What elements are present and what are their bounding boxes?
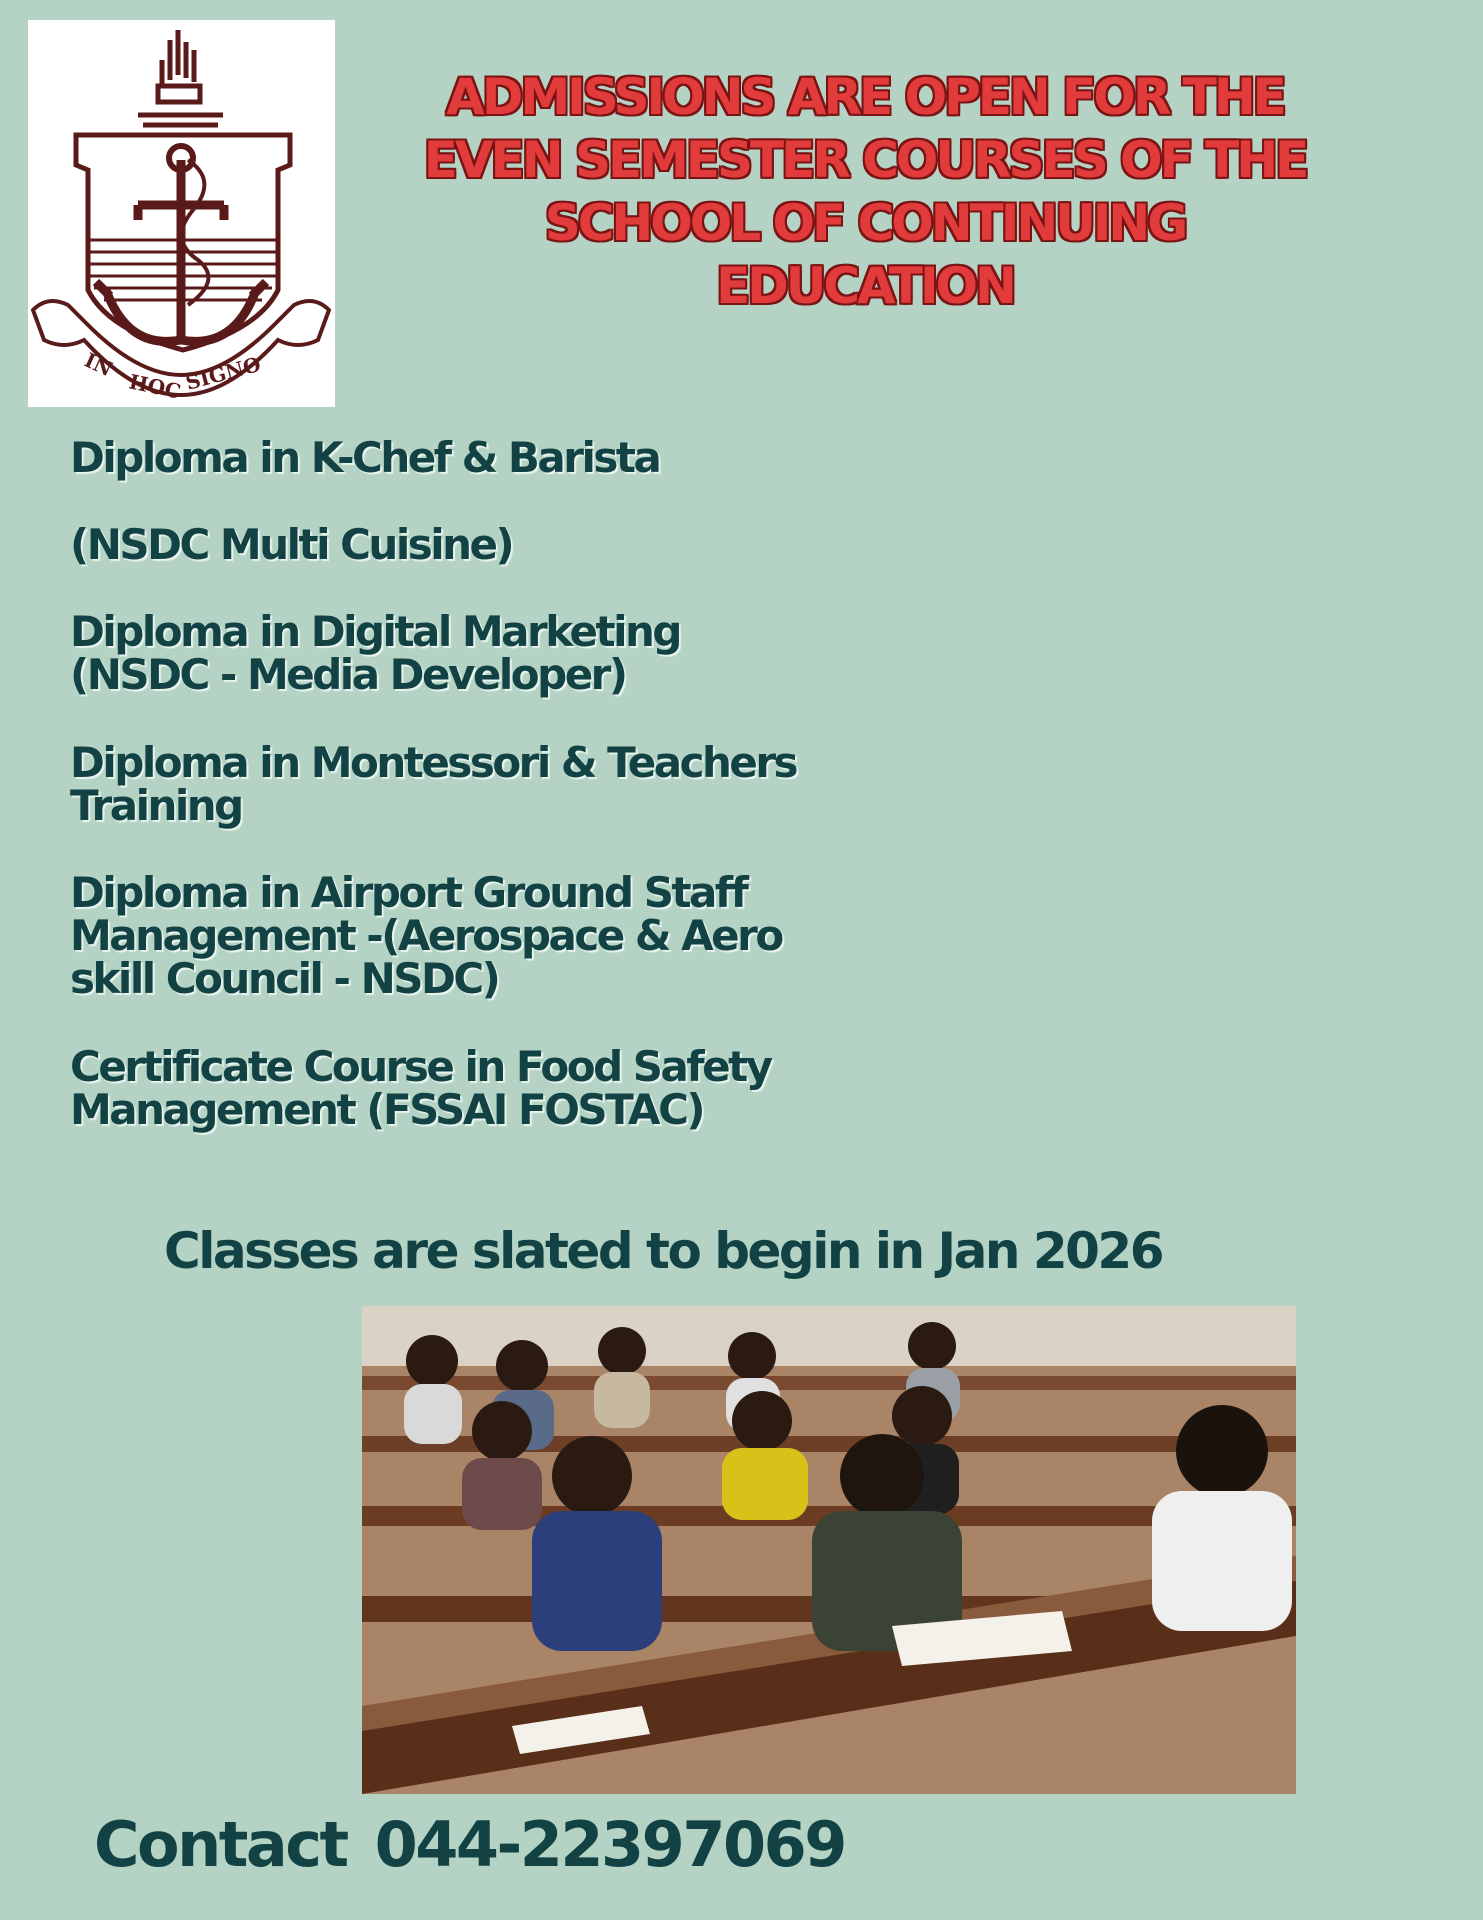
admissions-headline	[400, 66, 1330, 318]
course-line: Certificate Course in Food Safety	[70, 1042, 771, 1091]
course-line: Diploma in Digital Marketing	[70, 607, 680, 656]
course-line: Management -(Aerospace & Aero	[70, 911, 782, 960]
course-item	[70, 738, 797, 830]
motto-word-3: SIGNO	[183, 351, 264, 395]
course-line: Diploma in Airport Ground Staff	[70, 868, 747, 917]
course-line: skill Council - NSDC)	[70, 954, 499, 1003]
motto-word-1: IN	[80, 347, 117, 382]
course-item	[70, 433, 660, 482]
classes-begin-notice: Classes are slated to begin in Jan 2026	[164, 1222, 1162, 1280]
contact-phone-number[interactable]: 044-22397069	[374, 1808, 845, 1881]
headline-line: EDUCATION	[716, 257, 1014, 315]
headline-line: SCHOOL OF CONTINUING	[544, 194, 1186, 252]
contact-label: Contact	[94, 1808, 347, 1881]
motto-word-2: HOC	[126, 369, 184, 404]
course-line: Management (FSSAI FOSTAC)	[70, 1085, 704, 1134]
blessing-hand-icon	[158, 30, 200, 102]
course-line: (NSDC Multi Cuisine)	[70, 520, 513, 569]
contact-line	[94, 1808, 845, 1881]
classroom-photo-graphic	[362, 1306, 1296, 1794]
college-crest-logo	[28, 20, 335, 407]
headline-line: EVEN SEMESTER COURSES OF THE	[423, 131, 1307, 189]
course-item	[70, 520, 513, 569]
course-line: Diploma in Montessori & Teachers	[70, 738, 797, 787]
course-item	[70, 868, 782, 1003]
course-line: Diploma in K-Chef & Barista	[70, 433, 660, 482]
crest-graphic	[28, 20, 335, 407]
course-line: Training	[70, 781, 242, 830]
headline-line: ADMISSIONS ARE OPEN FOR THE	[446, 68, 1284, 126]
classroom-photo	[362, 1306, 1296, 1794]
course-item	[70, 1042, 771, 1134]
course-line: (NSDC - Media Developer)	[70, 650, 626, 699]
course-item	[70, 607, 680, 699]
